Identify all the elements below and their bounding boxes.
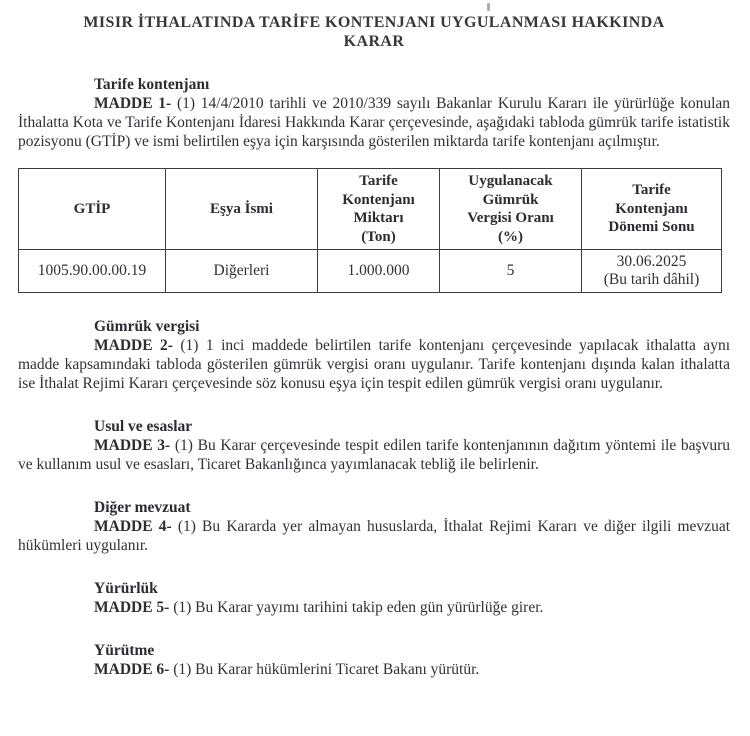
article-2-paragraph xyxy=(18,336,730,393)
cell-period-end: 30.06.2025 (Bu tarih dâhil) xyxy=(582,250,722,293)
article-1-text: (1) 14/4/2010 tarihli ve 2010/339 sayılı Bakanlar Kurulu Kararı ile yürürlüğe konulan İthalatta Kota ve Tarife Kontenjanı İdaresi Hakkında Karar çerçevesinde, aşağıdaki tabloda gümrük tarife istatistik pozisyonu (GTİP) ve ismi belirtilen eşya için karşısında gösterilen miktarda tarife kontenjanı açılmıştır. xyxy=(18,95,730,150)
article-6-number: MADDE 6- xyxy=(94,661,170,678)
section-heading-gumruk-vergisi: Gümrük vergisi xyxy=(94,318,200,335)
article-2-text: (1) 1 inci maddede belirtilen tarife kontenjanı çerçevesinde yapılacak ithalatta aynı madde kapsamındaki tabloda gösterilen gümrük vergisi oranı uygulanır. Tarife kontenjanı dışında kalan ithalatta ise İthalat Rejimi Kararı çerçevesinde söz konusu eşya için tespit edilen gümrük vergisi oranı uygulanır. xyxy=(18,337,730,392)
article-4-paragraph xyxy=(18,517,730,555)
column-header-duty-rate: Uygulanacak Gümrük Vergisi Oranı (%) xyxy=(440,169,582,250)
section-heading-yurutme: Yürütme xyxy=(94,642,155,659)
cell-gtip: 1005.90.00.00.19 xyxy=(19,250,166,293)
cell-quota-amount: 1.000.000 xyxy=(318,250,440,293)
section-heading-yururluk: Yürürlük xyxy=(94,580,158,597)
section-usul-ve-esaslar xyxy=(18,417,730,474)
section-tarife-kontenjani xyxy=(18,75,730,151)
section-yurutme xyxy=(18,641,730,679)
cell-duty-rate: 5 xyxy=(440,250,582,293)
section-gumruk-vergisi xyxy=(18,317,730,393)
section-heading-usul-ve-esaslar: Usul ve esaslar xyxy=(94,418,193,435)
section-heading-diger-mevzuat: Diğer mevzuat xyxy=(94,499,191,516)
article-5-paragraph xyxy=(18,598,730,617)
cell-item-name: Diğerleri xyxy=(166,250,318,293)
column-header-period-end: Tarife Kontenjanı Dönemi Sonu xyxy=(582,169,722,250)
article-4-number: MADDE 4- xyxy=(94,518,172,535)
tariff-quota-table xyxy=(18,168,722,293)
article-4-text: (1) Bu Kararda yer almayan hususlarda, İthalat Rejimi Kararı ve diğer ilgili mevzuat hükümleri uygulanır. xyxy=(18,518,731,554)
article-6-paragraph xyxy=(18,660,730,679)
article-5-text: (1) Bu Karar yayımı tarihini takip eden gün yürürlüğe girer. xyxy=(173,599,544,616)
article-3-paragraph xyxy=(18,436,730,474)
section-heading-tarife-kontenjani: Tarife kontenjanı xyxy=(94,76,210,93)
document-title xyxy=(18,13,730,51)
article-6-text: (1) Bu Karar hükümlerini Ticaret Bakanı yürütür. xyxy=(173,661,480,678)
article-5-number: MADDE 5- xyxy=(94,599,170,616)
article-3-number: MADDE 3- xyxy=(94,437,171,454)
document-title-line-2: KARAR xyxy=(343,33,405,50)
scan-artifact xyxy=(487,3,490,11)
article-1-paragraph xyxy=(18,94,730,151)
table-header-row xyxy=(19,169,722,250)
document-title-line-1: MISIR İTHALATINDA TARİFE KONTENJANI UYGULANMASI HAKKINDA xyxy=(83,14,665,31)
column-header-item-name: Eşya İsmi xyxy=(166,169,318,250)
column-header-quota-amount: Tarife Kontenjanı Miktarı (Ton) xyxy=(318,169,440,250)
table-row xyxy=(19,250,722,293)
article-3-text: (1) Bu Karar çerçevesinde tespit edilen tarife kontenjanının dağıtım yöntemi ile başvuru ve kullanım usul ve esasları, Ticaret Bakanlığınca yayımlanacak tebliğ ile belirlenir. xyxy=(18,437,731,473)
section-yururluk xyxy=(18,579,730,617)
column-header-gtip: GTİP xyxy=(19,169,166,250)
article-1-number: MADDE 1- xyxy=(94,95,172,112)
section-diger-mevzuat xyxy=(18,498,730,555)
article-2-number: MADDE 2- xyxy=(94,337,173,354)
